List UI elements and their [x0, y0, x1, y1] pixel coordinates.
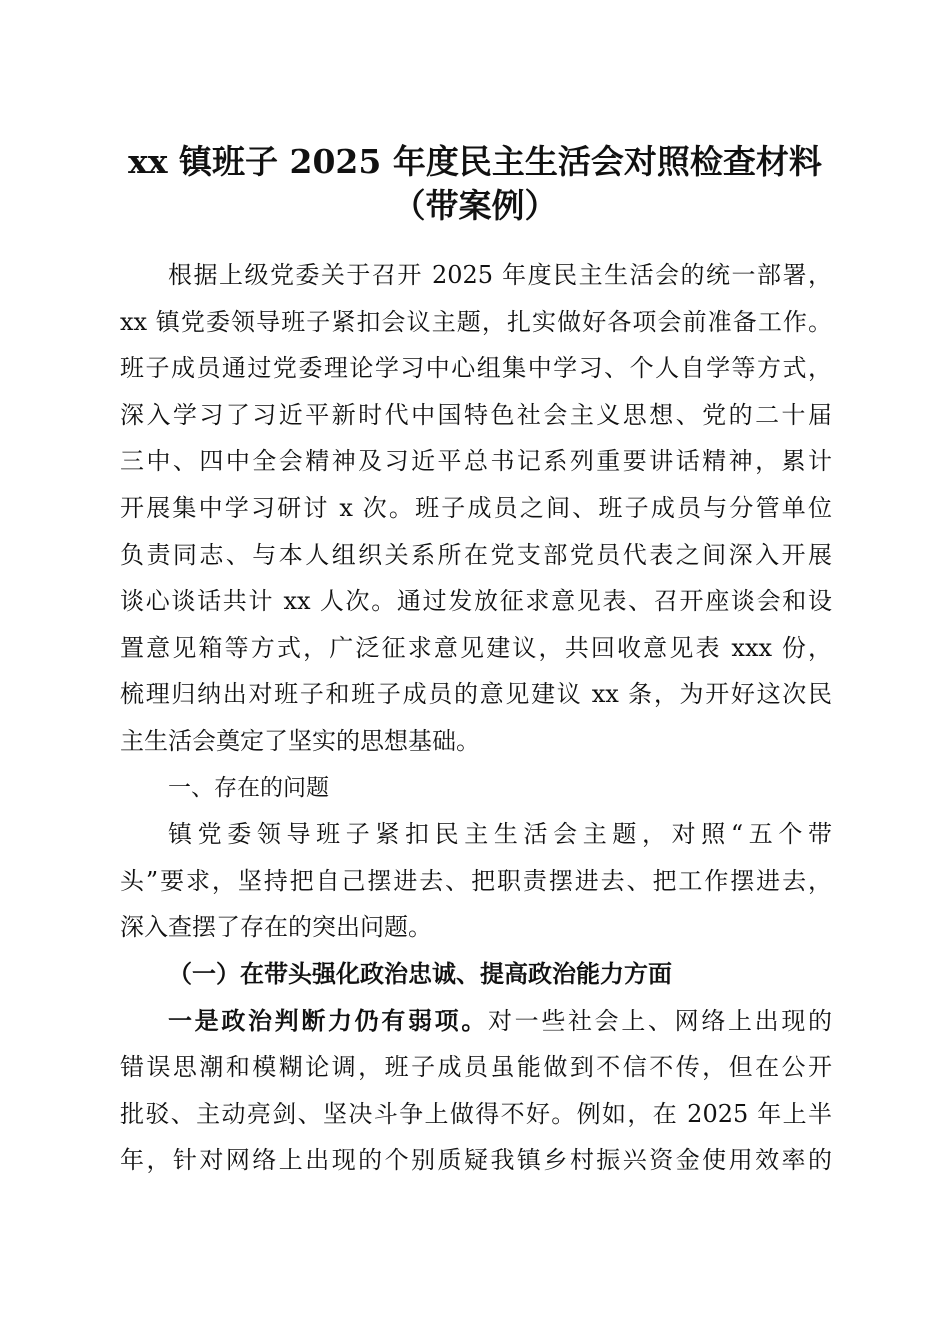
section-paragraph-line: 头”要求，坚持把自己摆进去、把职责摆进去、把工作摆进去，: [120, 866, 832, 895]
point-line: [120, 998, 832, 1045]
intro-line: 谈心谈话共计 xx 人次。通过发放征求意见表、召开座谈会和设: [120, 587, 832, 616]
intro-line: 负责同志、与本人组织关系所在党支部党员代表之间深入开展: [120, 540, 832, 569]
point-line: 年，针对网络上出现的个别质疑我镇乡村振兴资金使用效率的: [120, 1146, 832, 1175]
point-lead: 一是政治判断力仍有弱项。: [168, 1005, 488, 1035]
intro-line: 主生活会奠定了坚实的思想基础。: [120, 726, 480, 755]
intro-line: 开展集中学习研讨 x 次。班子成员之间、班子成员与分管单位: [120, 493, 832, 522]
point-line: 错误思潮和模糊论调，班子成员虽能做到不信不传，但在公开: [120, 1053, 832, 1082]
document-body: [120, 252, 832, 1184]
intro-line: 三中、四中全会精神及习近平总书记系列重要讲话精神，累计: [120, 447, 832, 476]
section-heading: 一、存在的问题: [168, 774, 329, 801]
intro-line: 置意见箱等方式，广泛征求意见建议，共回收意见表 xxx 份，: [120, 633, 832, 662]
document-subtitle: （带案例）: [392, 186, 558, 225]
point-text: 对一些社会上、网络上出现的: [488, 1006, 832, 1035]
intro-line: 深入学习了习近平新时代中国特色社会主义思想、党的二十届: [120, 400, 832, 429]
point-line: 批驳、主动亮剑、坚决斗争上做得不好。例如，在 2025 年上半: [120, 1099, 832, 1128]
section-paragraph-line: 镇党委领导班子紧扣民主生活会主题，对照“五个带: [168, 820, 832, 849]
subsection-heading: （一）在带头强化政治忠诚、提高政治能力方面: [168, 958, 672, 988]
document-title: xx 镇班子 2025 年度民主生活会对照检查材料: [128, 142, 822, 181]
intro-line: xx 镇党委领导班子紧扣会议主题，扎实做好各项会前准备工作。: [120, 307, 832, 336]
section-paragraph-line: 深入查摆了存在的突出问题。: [120, 913, 432, 942]
intro-line: 梳理归纳出对班子和班子成员的意见建议 xx 条，为开好这次民: [120, 680, 832, 709]
intro-line: 班子成员通过党委理论学习中心组集中学习、个人自学等方式，: [120, 354, 832, 383]
intro-line: 根据上级党委关于召开 2025 年度民主生活会的统一部署，: [168, 261, 832, 289]
